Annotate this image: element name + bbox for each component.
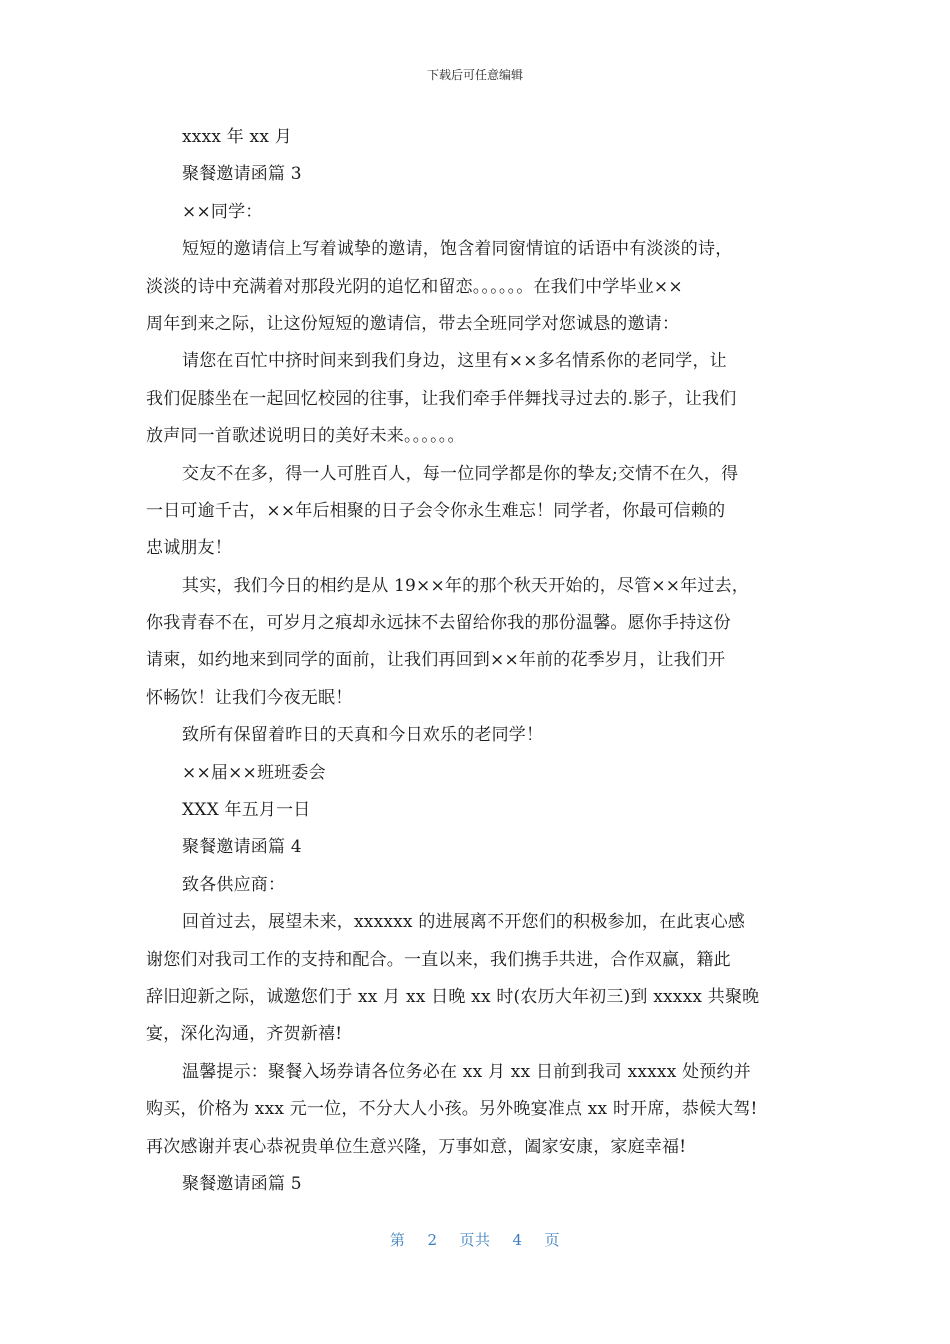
text-line: 短短的邀请信上写着诚挚的邀请，饱含着同窗情谊的话语中有淡淡的诗，: [182, 239, 733, 260]
text-line: 聚餐邀请函篇 3: [182, 164, 302, 185]
text-line: 宴，深化沟通，齐贺新禧!: [146, 1024, 343, 1045]
text-line: 我们促膝坐在一起回忆校园的往事，让我们牵手伴舞找寻过去的.影子，让我们: [146, 388, 737, 409]
text-line: 辞旧迎新之际，诚邀您们于 xx 月 xx 日晚 xx 时(农历大年初三)到 xxxxx 共聚晚: [146, 986, 760, 1007]
text-line: 你我青春不在，可岁月之痕却永远抹不去留给你我的那份温馨。愿你手持这份: [146, 613, 731, 634]
text-line: 一日可逾千古，××年后相聚的日子会令你永生难忘！同学者，你最可信赖的: [146, 500, 726, 521]
text-line: 致所有保留着昨日的天真和今日欢乐的老同学！: [182, 725, 544, 746]
footer-page-number: 2: [427, 1231, 438, 1249]
text-line: 周年到来之际，让这份短短的邀请信，带去全班同学对您诚恳的邀请：: [146, 313, 680, 334]
footer-prefix: 第: [389, 1231, 406, 1249]
text-line: ××届××班班委会: [182, 762, 326, 783]
text-line: 聚餐邀请函篇 5: [182, 1173, 302, 1194]
footer-middle: 页共: [459, 1231, 491, 1249]
text-line: xxxx 年 xx 月: [182, 127, 292, 147]
page-header: 下载后可任意编辑: [426, 68, 523, 82]
page-footer: [0, 1229, 950, 1250]
text-line: 谢您们对我司工作的支持和配合。一直以来，我们携手共进，合作双赢，籍此: [146, 949, 731, 970]
text-line: 聚餐邀请函篇 4: [182, 837, 302, 858]
text-line: 放声同一首歌述说明日的美好未来。。。。。。: [146, 426, 465, 447]
text-line: 交友不在多，得一人可胜百人，每一位同学都是你的挚友;交情不在久，得: [182, 463, 739, 484]
text-line: 忠诚朋友！: [146, 538, 232, 559]
text-line: 请柬，如约地来到同学的面前，让我们再回到××年前的花季岁月，让我们开: [146, 650, 726, 671]
text-line: XXX 年五月一日: [182, 800, 311, 821]
text-line: 购买，价格为 xxx 元一位，不分大人小孩。另外晚宴准点 xx 时开席，恭候大驾!: [146, 1099, 758, 1120]
text-line: 其实，我们今日的相约是从 19××年的那个秋天开始的，尽管××年过去，: [182, 575, 750, 596]
document-body: [146, 119, 806, 1203]
text-line: 请您在百忙中挤时间来到我们身边，这里有××多名情系你的老同学，让: [182, 351, 727, 372]
footer-total-pages: 4: [512, 1231, 523, 1249]
text-line: 致各供应商：: [182, 874, 286, 895]
footer-suffix: 页: [544, 1231, 561, 1249]
text-line: 淡淡的诗中充满着对那段光阴的追忆和留恋。。。。。。在我们中学毕业××: [146, 276, 683, 297]
text-line: 怀畅饮！让我们今夜无眠！: [146, 687, 353, 708]
text-line: 回首过去，展望未来，xxxxxx 的进展离不开您们的积极参加，在此衷心感: [182, 912, 746, 933]
text-line: 再次感谢并衷心恭祝贵单位生意兴隆，万事如意，阖家安康，家庭幸福!: [146, 1136, 687, 1157]
text-line: 温馨提示：聚餐入场券请各位务必在 xx 月 xx 日前到我司 xxxxx 处预约并: [182, 1061, 751, 1082]
text-line: ××同学：: [182, 201, 263, 222]
